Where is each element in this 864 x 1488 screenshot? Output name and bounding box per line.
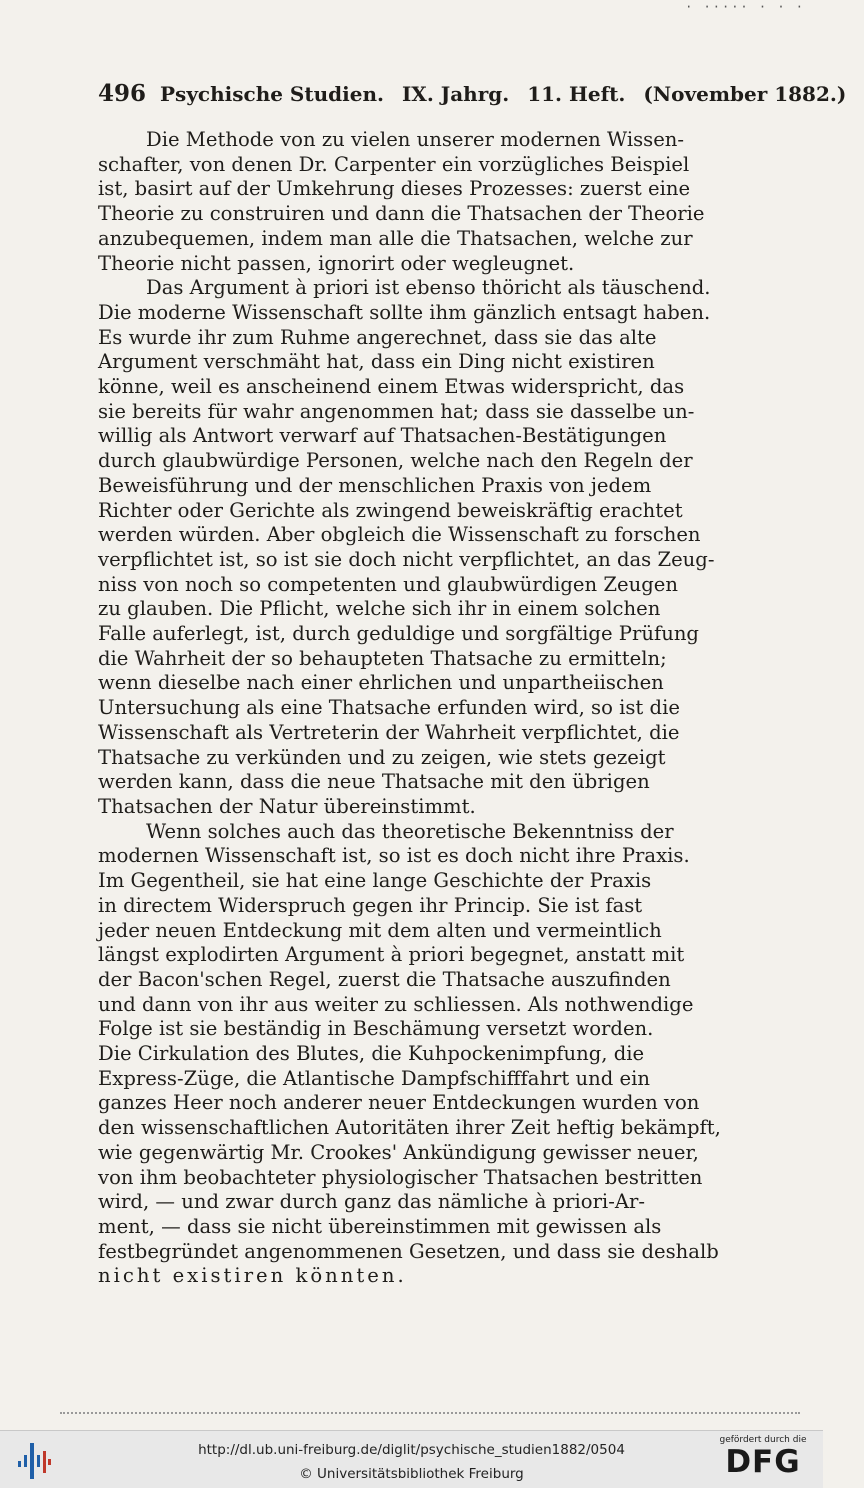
text-line: willig als Antwort verwarf auf Thatsachen-Bestätigungen xyxy=(98,424,667,448)
text-line: festbegründet angenommenen Gesetzen, und dass sie deshalb xyxy=(98,1239,719,1263)
text-line: und dann von ihr aus weiter zu schliessen. Als nothwendige xyxy=(98,992,694,1016)
text-line: Wenn solches auch das theoretische Bekenntniss der xyxy=(146,819,674,843)
text-line: Untersuchung als eine Thatsache erfunden wird, so ist die xyxy=(98,696,680,720)
volume-label: IX. Jahrg. xyxy=(401,82,510,106)
text-line: wird, — und zwar durch ganz das nämliche à priori-Ar- xyxy=(98,1190,645,1214)
text-line: Argument verschmäht hat, dass ein Ding nicht existiren xyxy=(98,350,655,374)
text-line: anzubequemen, indem man alle die Thatsachen, welche zur xyxy=(98,226,693,250)
text-line: in directem Widerspruch gegen ihr Princip. Sie ist fast xyxy=(98,893,643,917)
text-line: Das Argument à priori ist ebenso thöricht als täuschend. xyxy=(146,276,711,300)
text-line: modernen Wissenschaft ist, so ist es doch nicht ihre Praxis. xyxy=(98,844,690,868)
text-line: Wissenschaft als Vertreterin der Wahrheit verpflichtet, die xyxy=(98,720,680,744)
text-line: schafter, von denen Dr. Carpenter ein vorzügliches Beispiel xyxy=(98,152,690,176)
text-line: durch glaubwürdige Personen, welche nach den Regeln der xyxy=(98,449,693,473)
text-line: könne, weil es anscheinend einem Etwas widerspricht, das xyxy=(98,375,685,399)
text-line: ganzes Heer noch anderer neuer Entdeckungen wurden von xyxy=(98,1091,700,1115)
text-line: Die Cirkulation des Blutes, die Kuhpockenimpfung, die xyxy=(98,1042,645,1066)
dfg-logo[interactable] xyxy=(713,1435,813,1483)
dfg-tagline: gefördert durch die xyxy=(719,1435,807,1445)
text-line: zu glauben. Die Pflicht, welche sich ihr in einem solchen xyxy=(98,597,661,621)
text-line: den wissenschaftlichen Autoritäten ihrer Zeit heftig bekämpft, xyxy=(98,1116,721,1140)
text-line: Im Gegentheil, sie hat eine lange Geschichte der Praxis xyxy=(98,869,652,893)
text-line: die Wahrheit der so behaupteten Thatsache zu ermitteln; xyxy=(98,646,667,670)
text-line: werden würden. Aber obgleich die Wissenschaft zu forschen xyxy=(98,523,701,547)
source-url-link[interactable]: http://dl.ub.uni-freiburg.de/diglit/psychische_studien1882/0504 xyxy=(198,1442,625,1458)
text-line: werden kann, dass die neue Thatsache mit den übrigen xyxy=(98,770,650,794)
text-line: Folge ist sie beständig in Beschämung versetzt worden. xyxy=(98,1017,654,1041)
text-line: ist, basirt auf der Umkehrung dieses Prozesses: zuerst eine xyxy=(98,177,691,201)
copyright-notice: © Universitätsbibliothek Freiburg xyxy=(299,1466,524,1482)
running-header xyxy=(98,80,847,107)
page-number: 496 xyxy=(98,80,147,107)
scan-top-marks: · ····· · · · xyxy=(685,0,805,14)
text-line: verpflichtet ist, so ist sie doch nicht verpflichtet, an das Zeug- xyxy=(98,547,715,571)
text-line: Falle auferlegt, ist, durch geduldige und sorgfältige Prüfung xyxy=(98,622,699,646)
body-text xyxy=(98,128,750,1289)
viewer-footer xyxy=(0,1430,823,1488)
text-line: niss von noch so competenten und glaubwürdigen Zeugen xyxy=(98,572,678,596)
text-line: nicht existiren könnten. xyxy=(98,1264,407,1288)
text-line: Theorie nicht passen, ignorirt oder wegleugnet. xyxy=(98,251,575,275)
journal-title: Psychische Studien. xyxy=(160,82,384,106)
text-line: jeder neuen Entdeckung mit dem alten und vermeintlich xyxy=(98,918,662,942)
text-line: wenn dieselbe nach einer ehrlichen und unpartheiischen xyxy=(98,671,664,695)
text-line: der Bacon'schen Regel, zuerst die Thatsache auszufinden xyxy=(98,967,671,991)
dfg-mark: DFG xyxy=(725,1444,801,1480)
text-line: sie bereits für wahr angenommen hat; dass sie dasselbe un- xyxy=(98,399,695,423)
issue-date: (November 1882.) xyxy=(643,82,847,106)
scan-bottom-edge xyxy=(60,1412,800,1420)
text-line: Express-Züge, die Atlantische Dampfschifffahrt und ein xyxy=(98,1066,651,1090)
text-line: Beweisführung und der menschlichen Praxis von jedem xyxy=(98,473,652,497)
text-line: Richter oder Gerichte als zwingend beweiskräftig erachtet xyxy=(98,498,683,522)
text-line: Die moderne Wissenschaft sollte ihm gänzlich entsagt haben. xyxy=(98,300,711,324)
text-line: ment, — dass sie nicht übereinstimmen mit gewissen als xyxy=(98,1214,662,1238)
text-line: Thatsache zu verkünden und zu zeigen, wie stets gezeigt xyxy=(98,745,666,769)
text-line: wie gegenwärtig Mr. Crookes' Ankündigung gewisser neuer, xyxy=(98,1140,699,1164)
issue-label: 11. Heft. xyxy=(527,82,626,106)
text-line: Theorie zu construiren und dann die Thatsachen der Theorie xyxy=(98,202,705,226)
text-line: Die Methode von zu vielen unserer modernen Wissen- xyxy=(146,128,685,151)
text-line: längst explodirten Argument à priori begegnet, anstatt mit xyxy=(98,943,685,967)
text-line: Thatsachen der Natur übereinstimmt. xyxy=(98,794,476,818)
text-line: Es wurde ihr zum Ruhme angerechnet, dass sie das alte xyxy=(98,325,657,349)
text-line: von ihm beobachteter physiologischer Thatsachen bestritten xyxy=(98,1165,703,1189)
